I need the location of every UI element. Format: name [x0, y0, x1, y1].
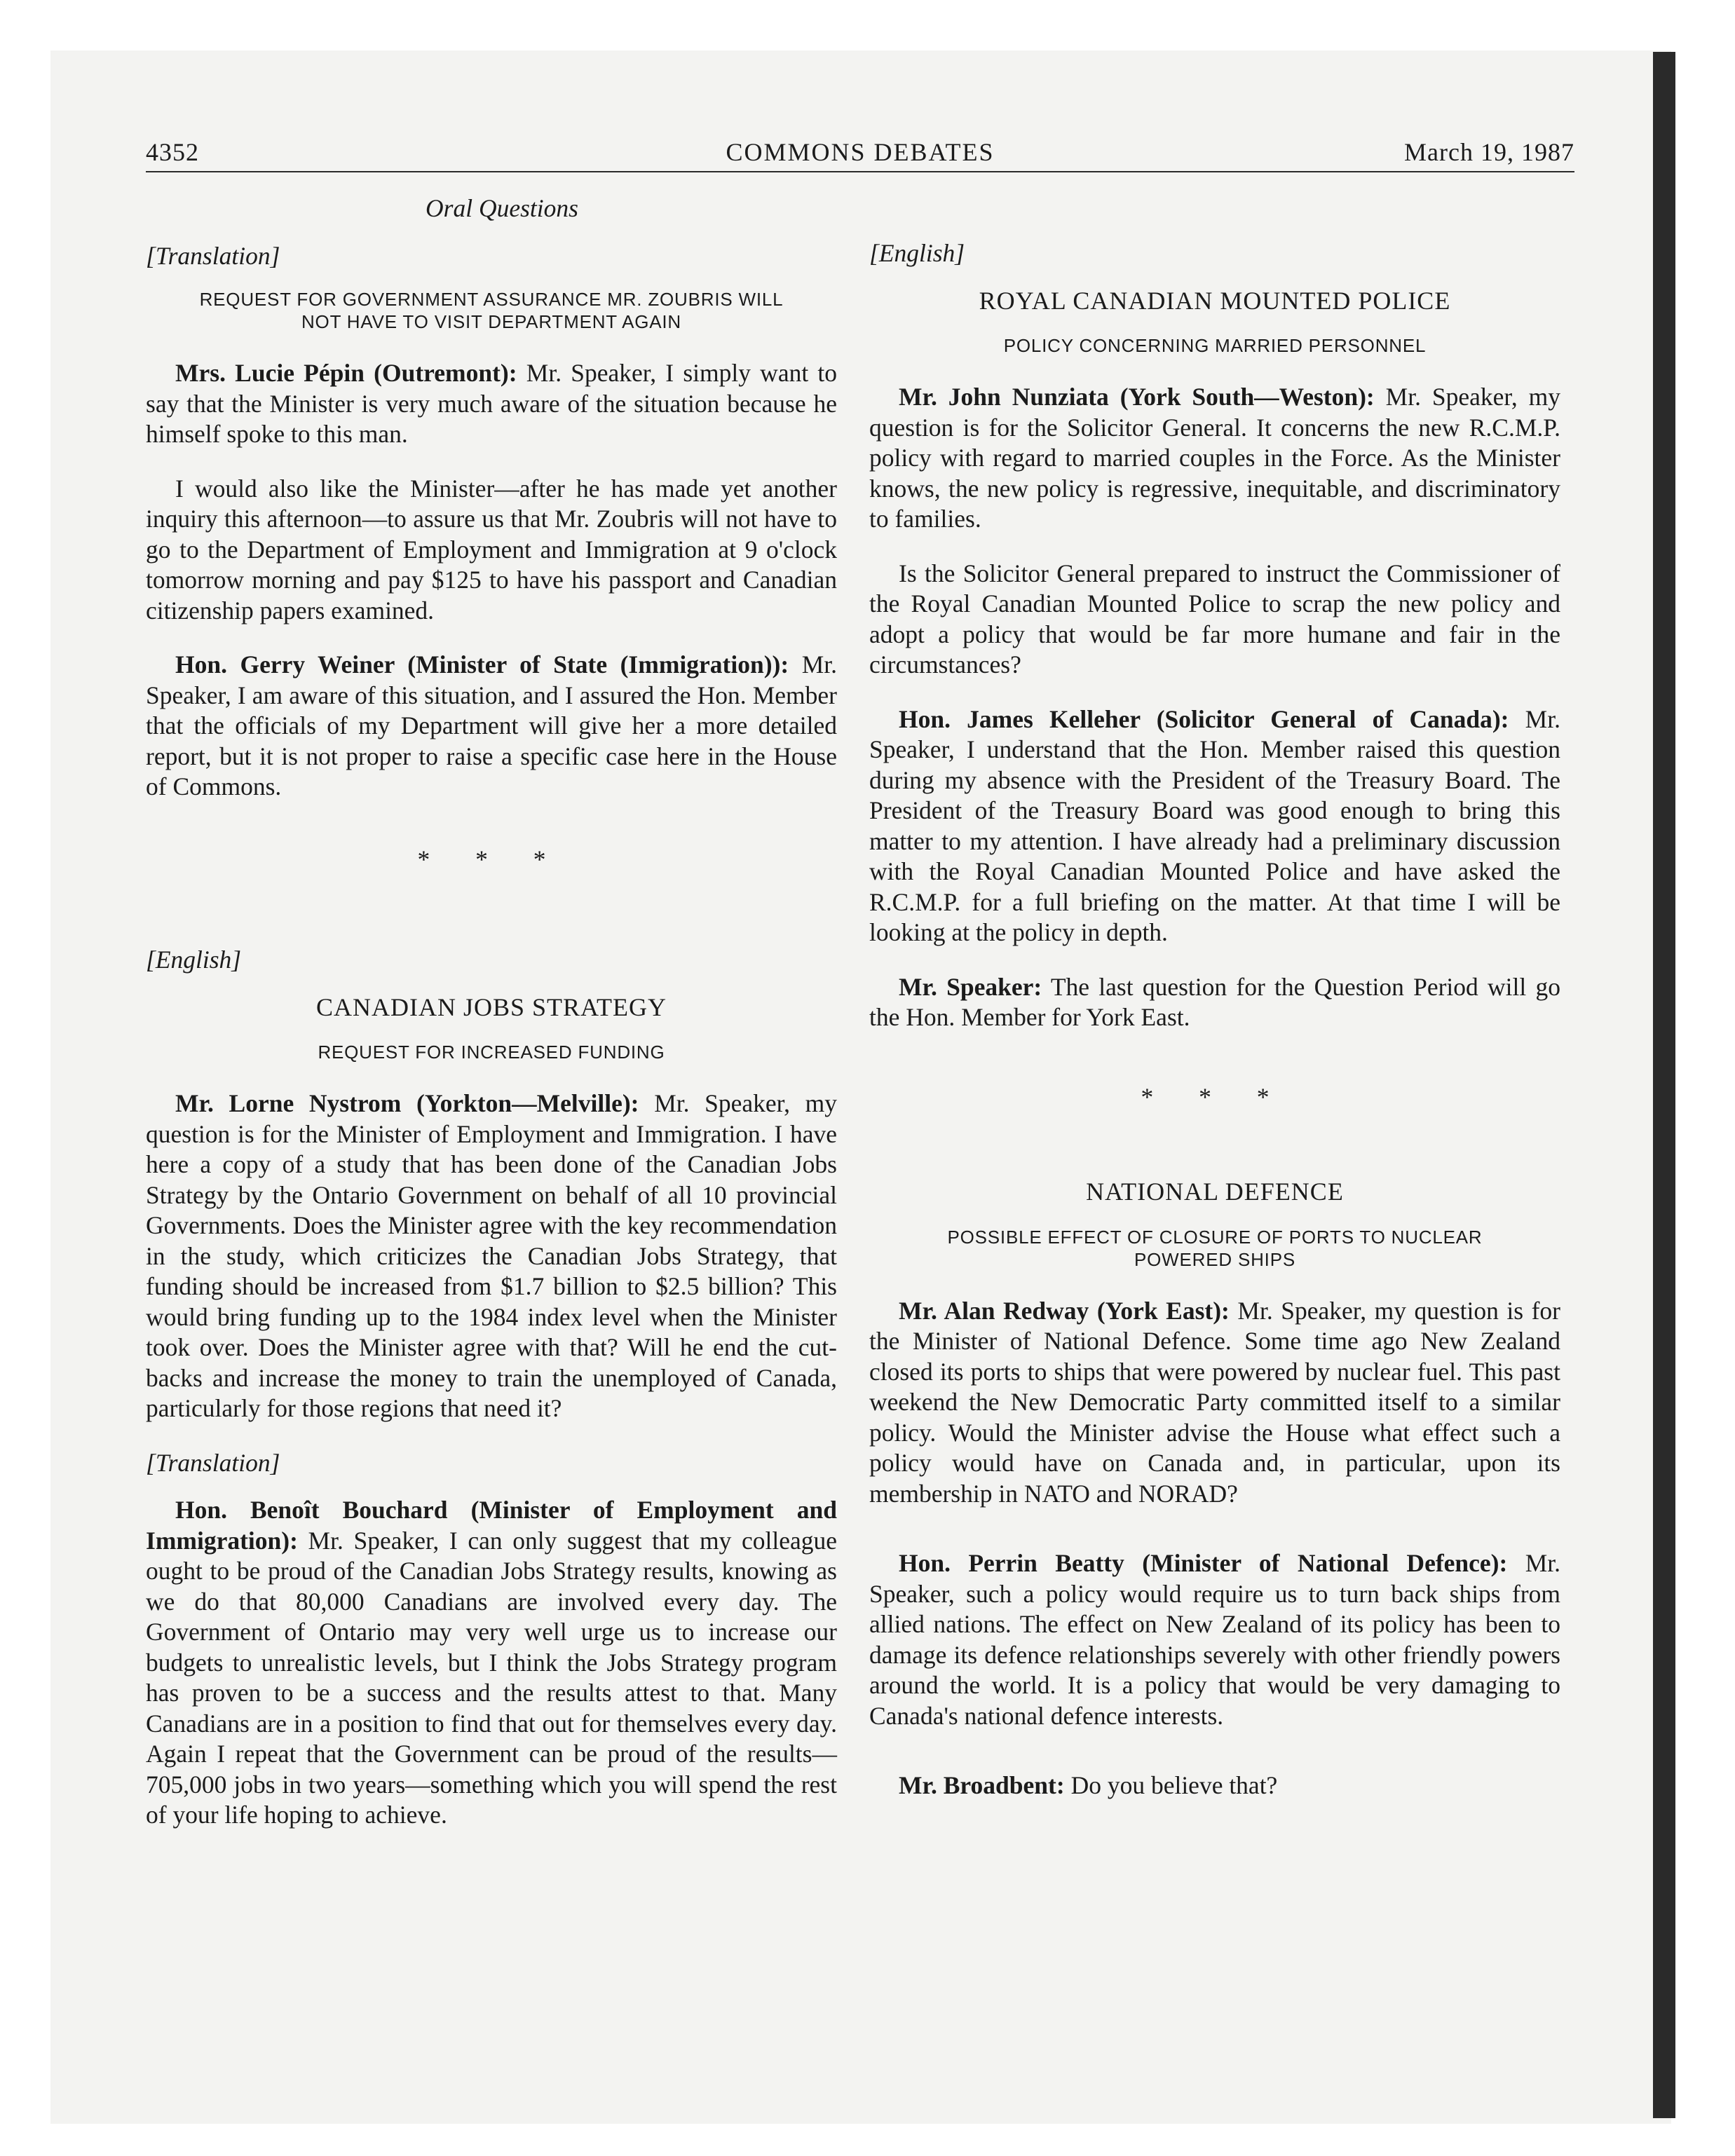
running-header — [146, 135, 1574, 172]
subheading — [869, 1226, 1560, 1271]
speaker-name: Mr. John Nunziata (York South—Weston): — [899, 383, 1375, 411]
speech-text: Mr. Speaker, I understand that the Hon. Member raised this question during my absence with the President of the Treasury Board. The President of the Treasury Board was good enough to bring this matter to my attention. I have already had a preliminary discussion with the Royal Canadian Mounted Police and have asked the R.C.M.P. for a full briefing on the matter. At that time I will be looking at the policy in depth. — [869, 704, 1560, 946]
speech-paragraph — [146, 1089, 837, 1424]
speech-text: I would also like the Minister—after he has made yet another inquiry this afternoon—to assure us that Mr. Zoubris will not have to go to the Department of Employment and Immigration at 9 o'clock tomorrow morning and pay $125 to have his passport and Canadian citizenship papers examined. — [146, 474, 837, 625]
speaker-name: Hon. Perrin Beatty (Minister of National Defence): — [899, 1549, 1508, 1577]
subheading-line: REQUEST FOR GOVERNMENT ASSURANCE MR. ZOUBRIS WILL — [199, 289, 784, 310]
speech-text: Mr. Speaker, I can only suggest that my colleague ought to be proud of the Canadian Jobs Strategy results, knowing as we do that 80,000 Canadians are involved every day. The Government of Ontario may very well urge us to increase our budgets to unrealistic levels, but I think the Jobs Strategy program has proven to be a success and the results attest to that. Many Canadians are in a position to find that out for themselves every day. Again I repeat that the Government can be proud of the results—705,000 jobs in two years—something which you will spend the rest of your life hoping to achieve. — [146, 1526, 837, 1829]
speech-paragraph — [869, 382, 1560, 535]
section-separator: * * * — [1141, 1082, 1289, 1111]
subheading: REQUEST FOR INCREASED FUNDING — [318, 1042, 665, 1063]
speech-paragraph — [869, 559, 1560, 681]
document-page — [146, 135, 1574, 1829]
speaker-name: Mrs. Lucie Pépin (Outremont): — [175, 359, 517, 387]
speech-paragraph — [146, 650, 837, 803]
speech-text: Is the Solicitor General prepared to instruct the Commissioner of the Royal Canadian Mounted Police to scrap the new policy and adopt a policy that would be far more humane and fair in the circumstances? — [869, 559, 1560, 678]
scan-edge-shadow — [1653, 52, 1675, 2118]
section-heading: CANADIAN JOBS STRATEGY — [315, 992, 667, 1021]
language-note: [Translation] — [146, 241, 280, 270]
speech-text: Do you believe that? — [1064, 1771, 1278, 1799]
language-note: [Translation] — [146, 1448, 280, 1477]
speech-paragraph — [869, 972, 1560, 1033]
speaker-name: Mr. Lorne Nystrom (Yorkton—Melville): — [175, 1089, 639, 1117]
speech-text: Mr. Speaker, I am aware of this situation, and I assured the Hon. Member that the officials of my Department will give her a more detailed report, but it is not proper to raise a specific case here in the House of Commons. — [146, 650, 837, 800]
left-column — [146, 193, 837, 1855]
speech-text: Mr. Speaker, my question is for the Minister of National Defence. Some time ago New Zealand closed its ports to ships that were powered by nuclear fuel. This past weekend the New Democratic Party committed itself to a similar policy. Would the Minister advise the House what effect such a policy would have on Canada and, in particular, upon its membership in NATO and NORAD? — [869, 1296, 1560, 1508]
language-note: [English] — [146, 946, 242, 974]
speech-paragraph — [146, 358, 837, 450]
speech-text: Mr. Speaker, such a policy would require us to turn back ships from allied nations. The effect on New Zealand of its policy has been to damage its defence relationships severely with other friendly powers around the world. It is a policy that would be very damaging to Canada's national defence interests. — [869, 1549, 1560, 1730]
sitting-date: March 19, 1987 — [1404, 138, 1574, 166]
speech-text: Mr. Speaker, my question is for the Solicitor General. It concerns the new R.C.M.P. policy with regard to married couples in the Force. As the Minister knows, the new policy is regressive, inequitable, and discriminatory to families. — [869, 383, 1560, 533]
language-note: [English] — [869, 239, 965, 267]
subheading-line: POSSIBLE EFFECT OF CLOSURE OF PORTS TO NUCLEAR — [947, 1226, 1483, 1248]
speech-text: Mr. Speaker, my question is for the Minister of Employment and Immigration. I have here a copy of a study that has been done of the Canadian Jobs Strategy by the Ontario Government on behalf of all 10 provincial Governments. Does the Minister agree with the key recommendation in the study, which criticizes the Canadian Jobs Strategy, that funding should be increased from $1.7 billion to $2.5 billion? This would bring funding up to the 1984 index level when the Minister took over. Does the Minister agree with that? Will he end the cut-backs and increase the money to train the unemployed of Canada, particularly for those regions that need it? — [146, 1089, 837, 1422]
speech-paragraph — [869, 1296, 1560, 1510]
speech-paragraph — [869, 1548, 1560, 1731]
speaker-name: Mr. Broadbent: — [899, 1771, 1065, 1799]
speaker-name: Mr. Speaker: — [899, 972, 1042, 1001]
speech-text: Mr. Speaker, I simply want to say that the Minister is very much aware of the situation because he himself spoke to this man. — [146, 359, 838, 448]
subheading-line: NOT HAVE TO VISIT DEPARTMENT AGAIN — [301, 311, 682, 332]
right-column — [869, 193, 1560, 1825]
speaker-name: Hon. Benoît Bouchard (Minister of Employment and Immigration): — [146, 1496, 837, 1555]
journal-title: COMMONS DEBATES — [726, 138, 995, 166]
speech-paragraph — [869, 704, 1560, 948]
speaker-name: Hon. James Kelleher (Solicitor General of Canada): — [899, 704, 1509, 733]
subheading: POLICY CONCERNING MARRIED PERSONNEL — [1003, 335, 1427, 356]
speech-paragraph — [869, 1770, 1560, 1801]
page-number: 4352 — [146, 138, 199, 166]
speaker-name: Mr. Alan Redway (York East): — [899, 1296, 1230, 1325]
speech-paragraph — [146, 474, 837, 627]
speaker-name: Hon. Gerry Weiner (Minister of State (Immigration)): — [175, 650, 789, 678]
section-heading: NATIONAL DEFENCE — [1086, 1178, 1344, 1206]
speech-text: The last question for the Question Period will go the Hon. Member for York East. — [869, 972, 1561, 1031]
section-heading: ROYAL CANADIAN MOUNTED POLICE — [979, 286, 1451, 315]
subheading — [146, 288, 837, 333]
speech-paragraph — [146, 1495, 837, 1831]
subheading-line: POWERED SHIPS — [1134, 1248, 1295, 1270]
section-label: Oral Questions — [426, 194, 578, 222]
section-separator: * * * — [417, 845, 566, 873]
